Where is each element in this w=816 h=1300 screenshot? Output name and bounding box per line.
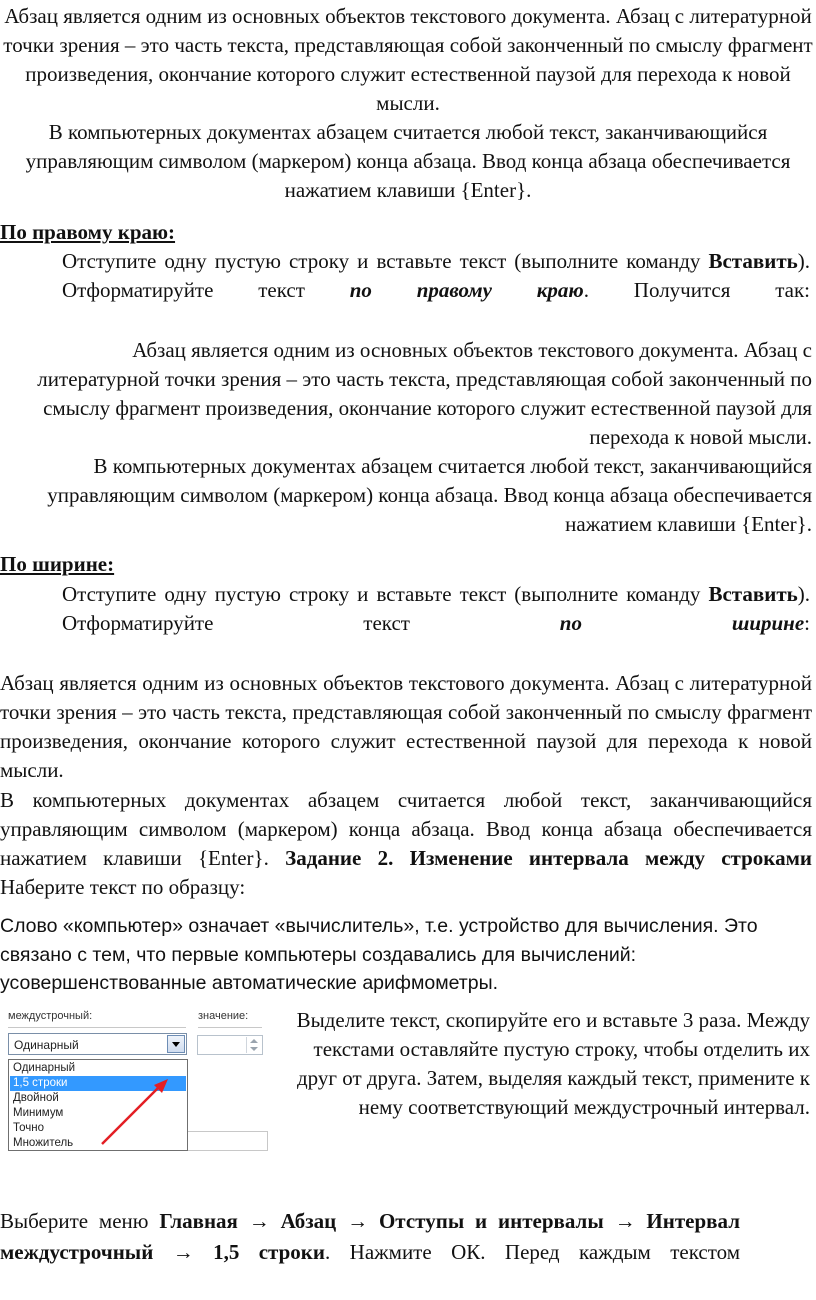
right-align-instruction: Отступите одну пустую строку и вставьте текст (выполните команду Вставить). Отформатируйте текст по правому краю. Получится так:: [62, 249, 810, 302]
justified-paragraph-1: Абзац является одним из основных объектов текстового документа. Абзац с литературной точки зрения – это часть текста, представляющая собой законченный по смыслу фрагмент произведения, окончание которого служит естественной паузой для перехода к новой мысли.: [0, 671, 812, 782]
intro-paragraph-2: В компьютерных документах абзацем считается любой текст, заканчивающийся управляющим символом (маркером) конца абзаца. Ввод конца абзаца обеспечивается нажатием клавиши {Enter}.: [25, 120, 791, 202]
option-exactly[interactable]: Точно: [13, 1122, 45, 1134]
intro-paragraph-1: Абзац является одним из основных объектов текстового документа. Абзац с литературной точки зрения – это часть текста, представляющая собой законченный по смыслу фрагмент произведения, окончание которого служит естественной паузой для перехода к новой мысли.: [3, 4, 813, 115]
option-minimum[interactable]: Минимум: [13, 1107, 64, 1119]
task-2-title: Задание 2. Изменение интервала между строками: [285, 846, 812, 870]
justify-instruction: Отступите одну пустую строку и вставьте текст (выполните команду Вставить). Отформатируйте текст по ширине:: [62, 582, 810, 635]
sample-text: Слово «компьютер» означает «вычислитель», т.е. устройство для вычисления. Это связано с тем, что первые компьютеры создавались для вычислений: усовершенствованные автоматические арифмометры.: [0, 915, 758, 994]
justified-paragraph-2: В компьютерных документах абзацем считается любой текст, заканчивающийся управляющим символом (маркером) конца абзаца. Ввод конца абзаца обеспечивается нажатием клавиши {Enter}. Задание 2. Изменение интервала между строками Наберите текст по образцу:: [0, 788, 812, 899]
option-one-and-half[interactable]: 1,5 строки: [10, 1076, 186, 1091]
right-aligned-paragraph-2: В компьютерных документах абзацем считается любой текст, заканчивающийся управляющим символом (маркером) конца абзаца. Ввод конца абзаца обеспечивается нажатием клавиши {Enter}.: [47, 454, 812, 536]
option-single[interactable]: Одинарный: [13, 1062, 76, 1074]
value-label: значение:: [198, 1010, 249, 1022]
option-double[interactable]: Двойной: [13, 1092, 59, 1104]
line-spacing-dialog-snippet: [2, 1003, 274, 1151]
menu-path-instruction: Выберите меню Главная → Абзац → Отступы и интервалы → Интервал междустрочный → 1,5 строки. Нажмите ОК. Перед каждым текстом: [0, 1209, 740, 1264]
spacing-label: междустрочный:: [8, 1010, 93, 1022]
red-arrow-icon: [2, 1003, 274, 1151]
selected-value: Одинарный: [14, 1038, 79, 1052]
option-multiple[interactable]: Множитель: [13, 1137, 74, 1149]
right-aligned-paragraph-1: Абзац является одним из основных объектов текстового документа. Абзац с литературной точки зрения – это часть текста, представляющая собой законченный по смыслу фрагмент произведения, окончание которого служит естественной паузой для перехода к новой мысли.: [37, 338, 812, 449]
right-align-heading: По правому краю:: [0, 220, 176, 244]
side-instruction: Выделите текст, скопируйте его и вставьте 3 раза. Между текстами оставляйте пустую строку, чтобы отделить их друг от друга. Затем, выделяя каждый текст, примените к нему соответствующий междустрочный интервал.: [296, 1008, 810, 1119]
justify-heading: По ширине:: [0, 552, 115, 576]
menu-path: Главная → Абзац → Отступы и интервалы → Интервал междустрочный → 1,5 строки: [0, 1209, 740, 1264]
